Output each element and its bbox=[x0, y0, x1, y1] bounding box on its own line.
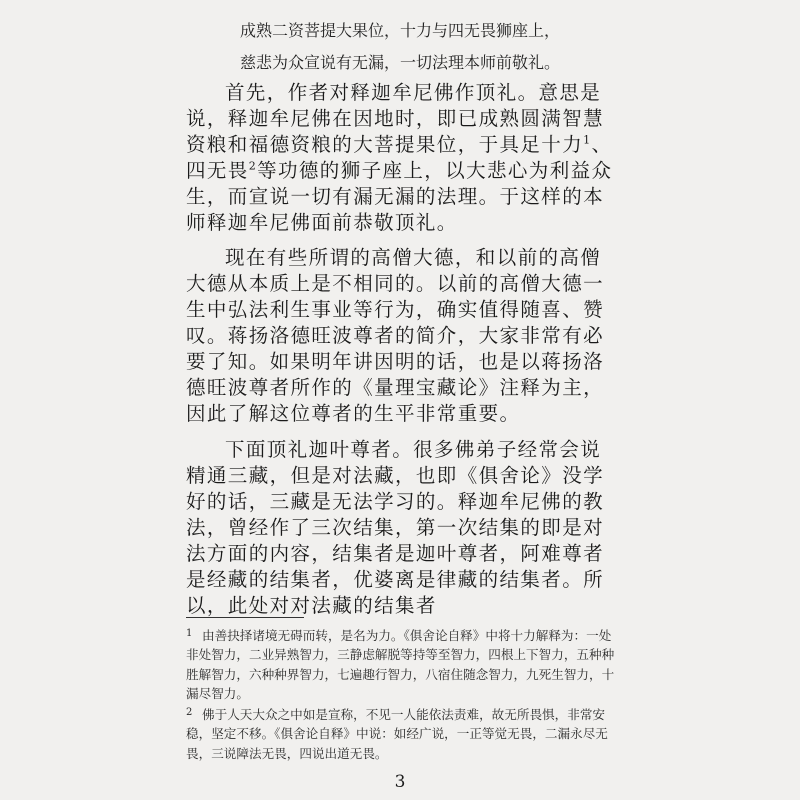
paragraph-3 bbox=[186, 437, 622, 619]
page-number: 3 bbox=[394, 772, 406, 792]
footnote-divider bbox=[186, 617, 304, 618]
verse-line-1: 成熟二资菩提大果位，十力与四无畏狮座上， bbox=[239, 21, 560, 40]
footnote-1 bbox=[186, 626, 618, 704]
footnote-ref-1[interactable]: 1 bbox=[583, 133, 592, 147]
footnote-2-marker: 2 bbox=[186, 707, 193, 718]
paragraph-3-text: 下面顶礼迦叶尊者。很多佛弟子经常会说精通三藏，但是对法藏，也即《俱舍论》没学好的话，三藏是无法学习的。释迦牟尼佛的教法，曾经作了三次结集，第一次结集的即是对法方面的内容，结集者是迦叶尊者，阿难尊者是经藏的结集者，优婆离是律藏的结集者。所以，此处对对法藏的结集者 bbox=[186, 438, 605, 617]
footnote-1-text: 由善抉择诸境无碍而转，是名为力。《俱舍论自释》中将十力解释为：一处非处智力，二业异熟智力，三静虑解脱等持等至智力，四根上下智力，五种种胜解智力，六种种界智力，七遍趣行智力，八宿住随念智力，九死生智力，十漏尽智力。 bbox=[186, 628, 615, 702]
footnote-ref-2[interactable]: 2 bbox=[248, 159, 258, 173]
paragraph-1 bbox=[186, 80, 622, 236]
paragraph-2-text: 现在有些所谓的高僧大德，和以前的高僧大德从本质上是不相同的。以前的高僧大德一生中弘法利生事业等行为，确实值得随喜、赞叹。蒋扬洛德旺波尊者的简介，大家非常有必要了知。如果明年讲因明的话，也是以蒋扬洛德旺波尊者所作的《量理宝藏论》注释为主，因此了解这位尊者的生平非常重要。 bbox=[186, 246, 605, 425]
paragraph-1-text-a: 首先，作者对释迦牟尼佛作顶礼。意思是说，释迦牟尼佛在因地时，即已成熟圆满智慧资粮和福德资粮的大菩提果位，于具足十力 bbox=[186, 81, 605, 156]
footnote-2 bbox=[186, 705, 618, 763]
paragraph-1-text-b: 、四无畏 bbox=[186, 133, 613, 182]
verse-line-2: 慈悲为众宣说有无漏，一切法理本师前敬礼。 bbox=[239, 53, 560, 72]
footnote-1-marker: 1 bbox=[186, 628, 193, 639]
paragraph-2 bbox=[186, 245, 622, 427]
paragraph-1-text-c: 等功德的狮子座上，以大悲心为利益众生，而宣说一切有漏无漏的法理。于这样的本师释迦牟尼佛面前恭敬顶礼。 bbox=[186, 159, 613, 234]
footnote-2-text: 佛于人天大众之中如是宣称，不见一人能依法责难，故无所畏惧，非常安稳，坚定不移。《俱舍论自释》中说：如经广说，一正等觉无畏，二漏永尽无畏，三说障法无畏，四说出道无畏。 bbox=[186, 707, 608, 761]
